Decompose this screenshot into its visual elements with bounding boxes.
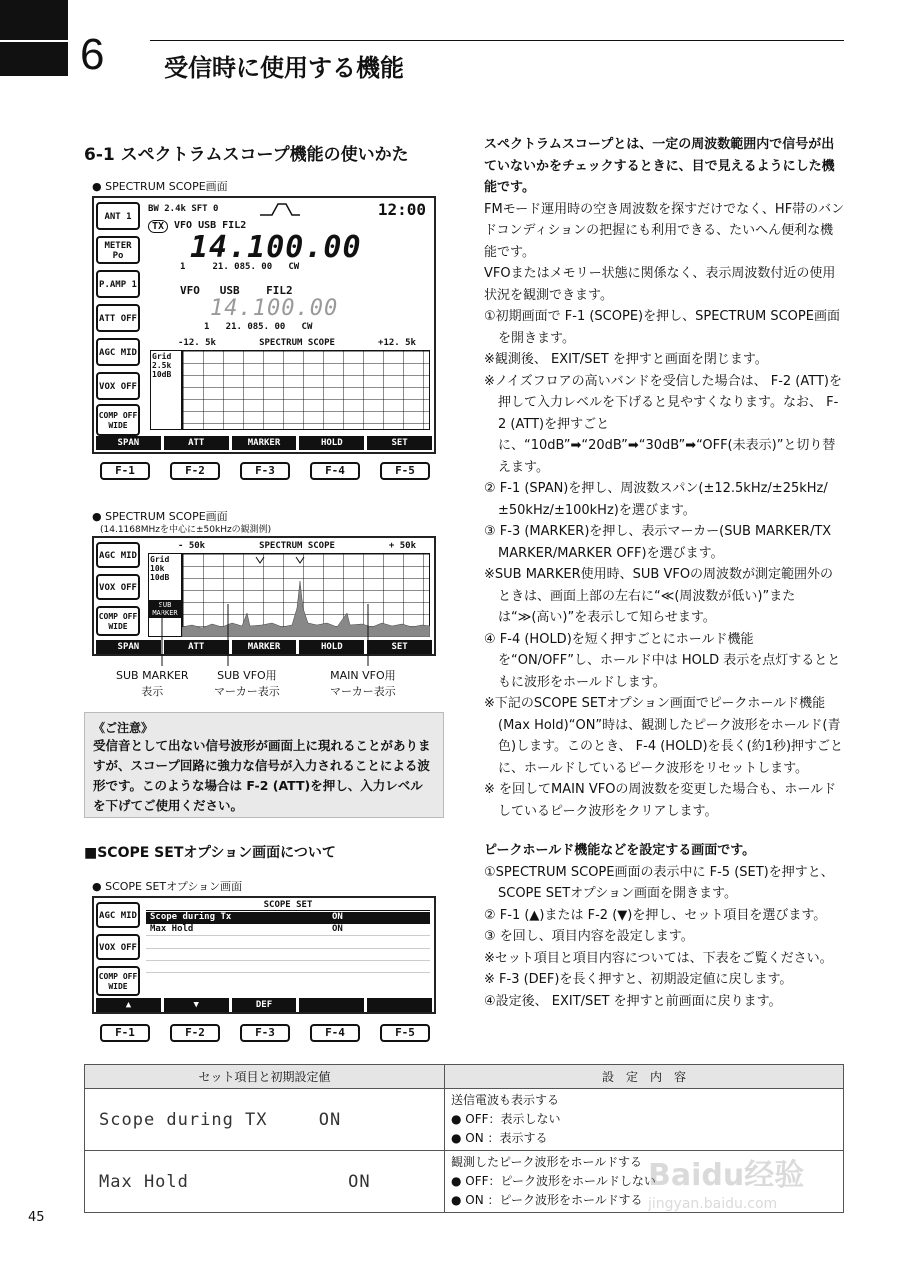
side-button-vox[interactable]: VOX OFF <box>96 934 140 960</box>
side-button-att[interactable]: ATT OFF <box>96 304 140 332</box>
tx-indicator: TX <box>148 220 168 233</box>
vfo-row: VFO USB FIL2 <box>174 220 247 231</box>
softkey-set[interactable]: SET <box>367 436 432 450</box>
softkey-marker[interactable]: MARKER <box>232 640 297 654</box>
fig1-fkeys <box>100 462 430 480</box>
row-divider <box>146 960 430 961</box>
side-button-ant[interactable]: ANT 1 <box>96 202 140 230</box>
side-button-vox[interactable]: VOX OFF <box>96 372 140 400</box>
side-button-agc[interactable]: AGC MID <box>96 902 140 928</box>
table-cell-desc: 観測したピーク波形をホールドする ● OFF：ピーク波形をホールドしない ● ON ：ピーク波形をホールドする <box>445 1151 844 1213</box>
section-title: 6-1 スペクトラムスコープ機能の使いかた <box>84 145 409 165</box>
note-4: ※下記のSCOPE SETオプション画面でピークホールド機能(Max Hold)“ON”時は、観測したピーク波形をホールド(青色)します。このとき、 F-4 (HOLD)を長く(約1秒)押すごとに、ホールドしているピーク波形をリセットします。 <box>484 696 844 776</box>
fig1-caption: ● SPECTRUM SCOPE画面 <box>92 180 228 193</box>
set-step-1: ①SPECTRUM SCOPE画面の表示中に F-5 (SET)を押すと、SCOPE SETオプション画面を開きます。 <box>484 864 834 901</box>
side-button-agc[interactable]: AGC MID <box>96 542 140 568</box>
f1-key[interactable]: F-1 <box>100 1024 150 1042</box>
softkey-span[interactable]: SPAN <box>96 436 161 450</box>
scope-header <box>148 541 430 551</box>
scope-right-span: + 50k <box>388 541 416 551</box>
fig3-caption: ● SCOPE SETオプション画面 <box>92 880 243 893</box>
fig3-fkeys <box>100 1024 430 1042</box>
filter-shape-icon <box>258 202 302 216</box>
callout-lines <box>150 600 390 670</box>
step-1: ①初期画面で F-1 (SCOPE)を押し、SPECTRUM SCOPE画面を開きます。 <box>484 309 840 346</box>
note-text: 受信音として出ない信号波形が画面上に現れることがありますが、スコープ回路に強力な信号が入力されることによる波形です。このような場合は F-2 (ATT)を押し、入力レベルを下げてご使用ください。 <box>93 738 431 813</box>
softkey-hold[interactable]: HOLD <box>299 640 364 654</box>
table-cell-desc: 送信電波も表示する ● OFF：表示しない ● ON ：表示する <box>445 1089 844 1151</box>
softkey-bar <box>96 998 432 1012</box>
set-note-2: ※ F-3 (DEF)を長く押すと、初期設定値に戻します。 <box>484 972 793 987</box>
side-button-comp[interactable]: COMP OFF WIDE <box>96 966 140 996</box>
set-step-3: ③ を回し、項目内容を設定します。 <box>484 929 694 944</box>
f5-key[interactable]: F-5 <box>380 1024 430 1042</box>
watermark: Baidu经验 jingyan.baidu.com <box>648 1158 805 1212</box>
softkey-marker[interactable]: MARKER <box>232 436 297 450</box>
sub-sub-info: 1 21. 085. 00 CW <box>204 322 313 332</box>
scope-set-screen <box>92 896 436 1014</box>
right-column-text <box>484 134 846 822</box>
option-item: Max Hold <box>150 924 194 934</box>
option-row-selected[interactable] <box>146 912 430 924</box>
step-2: ② F-1 (SPAN)を押し、周波数スパン(±12.5kHz/±25kHz/±50kHz/±100kHz)を選びます。 <box>484 481 828 518</box>
f2-key[interactable]: F-2 <box>170 1024 220 1042</box>
note-2: ※ノイズフロアの高いバンドを受信した場合は、 F-2 (ATT)を押して入力レベルを下げると見やすくなります。なお、 F-2 (ATT)を押すごとに、“10dB”➡“20dB”➡“30dB”➡“OFF(未表示)”と切り替えます。 <box>484 373 842 475</box>
note-5: ※ を回してMAIN VFOの周波数を変更した場合も、ホールドしているピーク波形をクリアします。 <box>484 782 837 819</box>
table-header-item: セット項目と初期設定値 <box>85 1065 445 1089</box>
table-row <box>85 1089 844 1151</box>
grid-label: Grid 10k 10dB <box>148 553 182 637</box>
scope-left-span: -12. 5k <box>178 338 216 348</box>
softkey-bar <box>96 436 432 450</box>
paragraph-2: VFOまたはメモリー状態に関係なく、表示周波数付近の使用状況を観測できます。 <box>484 266 836 303</box>
softkey-def[interactable]: DEF <box>232 998 297 1012</box>
fig2-caption: ● SPECTRUM SCOPE画面 <box>92 510 228 523</box>
side-button-comp[interactable]: COMP OFF WIDE <box>96 606 140 636</box>
step-3: ③ F-3 (MARKER)を押し、表示マーカー(SUB MARKER/TX MARKER/MARKER OFF)を選びます。 <box>484 524 832 561</box>
main-frequency: 14.100.00 <box>190 230 362 265</box>
softkey-empty[interactable] <box>367 998 432 1012</box>
sub-frequency: 14.100.00 <box>210 296 339 321</box>
scope-title: SPECTRUM SCOPE <box>259 541 335 551</box>
side-button-comp[interactable]: COMP OFF WIDE <box>96 404 140 436</box>
clock: 12:00 <box>377 200 426 219</box>
softkey-hold[interactable]: HOLD <box>299 436 364 450</box>
scope-grid <box>182 350 430 430</box>
f4-key[interactable]: F-4 <box>310 462 360 480</box>
side-button-agc[interactable]: AGC MID <box>96 338 140 366</box>
right-column-text-2 <box>484 840 846 1012</box>
caution-note <box>84 712 444 818</box>
option-row[interactable] <box>146 924 430 936</box>
chapter-rule <box>150 40 844 41</box>
spectrum-scope-screen <box>92 196 436 454</box>
label-sub-vfo: SUB VFO用 マーカー表示 <box>214 669 280 698</box>
sub-vfo-row: VFO USB FIL2 <box>180 284 293 297</box>
f5-key[interactable]: F-5 <box>380 462 430 480</box>
side-button-vox[interactable]: VOX OFF <box>96 574 140 600</box>
softkey-down[interactable]: ▼ <box>164 998 229 1012</box>
page-number: 45 <box>28 1210 45 1225</box>
fig2-caption-sub: (14.1168MHzを中心に±50kHzの観測例) <box>100 525 272 535</box>
intro-text: スペクトラムスコープとは、一定の周波数範囲内で信号が出ていないかをチェックするときに、目で見えるようにした機能です。 <box>484 137 835 195</box>
label-main-vfo: MAIN VFO用 マーカー表示 <box>330 669 396 698</box>
chapter-number: 6 <box>80 30 105 79</box>
softkey-set[interactable]: SET <box>367 640 432 654</box>
option-item: Scope during Tx <box>150 912 232 922</box>
f3-key[interactable]: F-3 <box>240 1024 290 1042</box>
f4-key[interactable]: F-4 <box>310 1024 360 1042</box>
option-value: ON <box>332 912 343 922</box>
chapter-tab-line <box>0 40 68 42</box>
side-button-meter[interactable]: METER Po <box>96 236 140 264</box>
sub-marker-indicator: SUB MARKER <box>148 600 182 618</box>
set-step-4: ④設定後、 EXIT/SET を押すと前画面に戻ります。 <box>484 993 782 1009</box>
note-1: ※観測後、 EXIT/SET を押すと画面を閉じます。 <box>484 352 768 367</box>
table-header-desc: 設 定 内 容 <box>445 1065 844 1089</box>
softkey-att[interactable]: ATT <box>164 436 229 450</box>
top-status: BW 2.4k SFT 0 <box>148 204 219 214</box>
side-button-pamp[interactable]: P.AMP 1 <box>96 270 140 298</box>
scope-set-title-bar: SCOPE SET <box>146 900 430 911</box>
main-sub-info: 1 21. 085. 00 CW <box>180 262 300 272</box>
scope-right-span: +12. 5k <box>378 338 416 348</box>
scope-set-title: ■SCOPE SETオプション画面について <box>84 845 336 861</box>
scope-title: SPECTRUM SCOPE <box>259 338 335 348</box>
softkey-empty[interactable] <box>299 998 364 1012</box>
scope-header <box>148 338 430 348</box>
label-sub-marker: SUB MARKER 表示 <box>116 669 189 698</box>
f1-key[interactable]: F-1 <box>100 462 150 480</box>
set-note-1: ※セット項目と項目内容については、下表をご覧ください。 <box>484 950 833 966</box>
f2-key[interactable]: F-2 <box>170 462 220 480</box>
paragraph-1: FMモード運用時の空き周波数を探すだけでなく、HF帯のバンドコンディションの把握にも利用できる、たいへん便利な機能です。 <box>484 201 845 260</box>
softkey-up[interactable]: ▲ <box>96 998 161 1012</box>
chapter-title: 受信時に使用する機能 <box>164 54 404 82</box>
table-cell-item: Max Hold ON <box>85 1151 445 1213</box>
f3-key[interactable]: F-3 <box>240 462 290 480</box>
grid-label: Grid 2.5k 10dB <box>150 350 182 430</box>
set-step-2: ② F-1 (▲)または F-2 (▼)を押し、セット項目を選びます。 <box>484 907 827 923</box>
scope-left-span: - 50k <box>178 541 206 551</box>
option-value: ON <box>332 924 343 934</box>
row-divider <box>146 948 430 949</box>
peak-hold-title: ピークホールド機能などを設定する画面です。 <box>484 843 756 858</box>
chapter-tab <box>0 0 68 76</box>
note-3: ※SUB MARKER使用時、SUB VFOの周波数が測定範囲外のときは、画面上部の左右に“≪(周波数が低い)”または“≫(高い)”を表示して知らせます。 <box>484 567 834 625</box>
row-divider <box>146 972 430 973</box>
softkey-att[interactable]: ATT <box>164 640 229 654</box>
note-title: 《ご注意》 <box>93 721 154 735</box>
step-4: ④ F-4 (HOLD)を短く押すごとにホールド機能を“ON/OFF”し、ホールド中は HOLD 表示を点灯するとともに波形をホールドします。 <box>484 631 841 690</box>
table-cell-item: Scope during TX ON <box>85 1089 445 1151</box>
softkey-span[interactable]: SPAN <box>96 640 161 654</box>
